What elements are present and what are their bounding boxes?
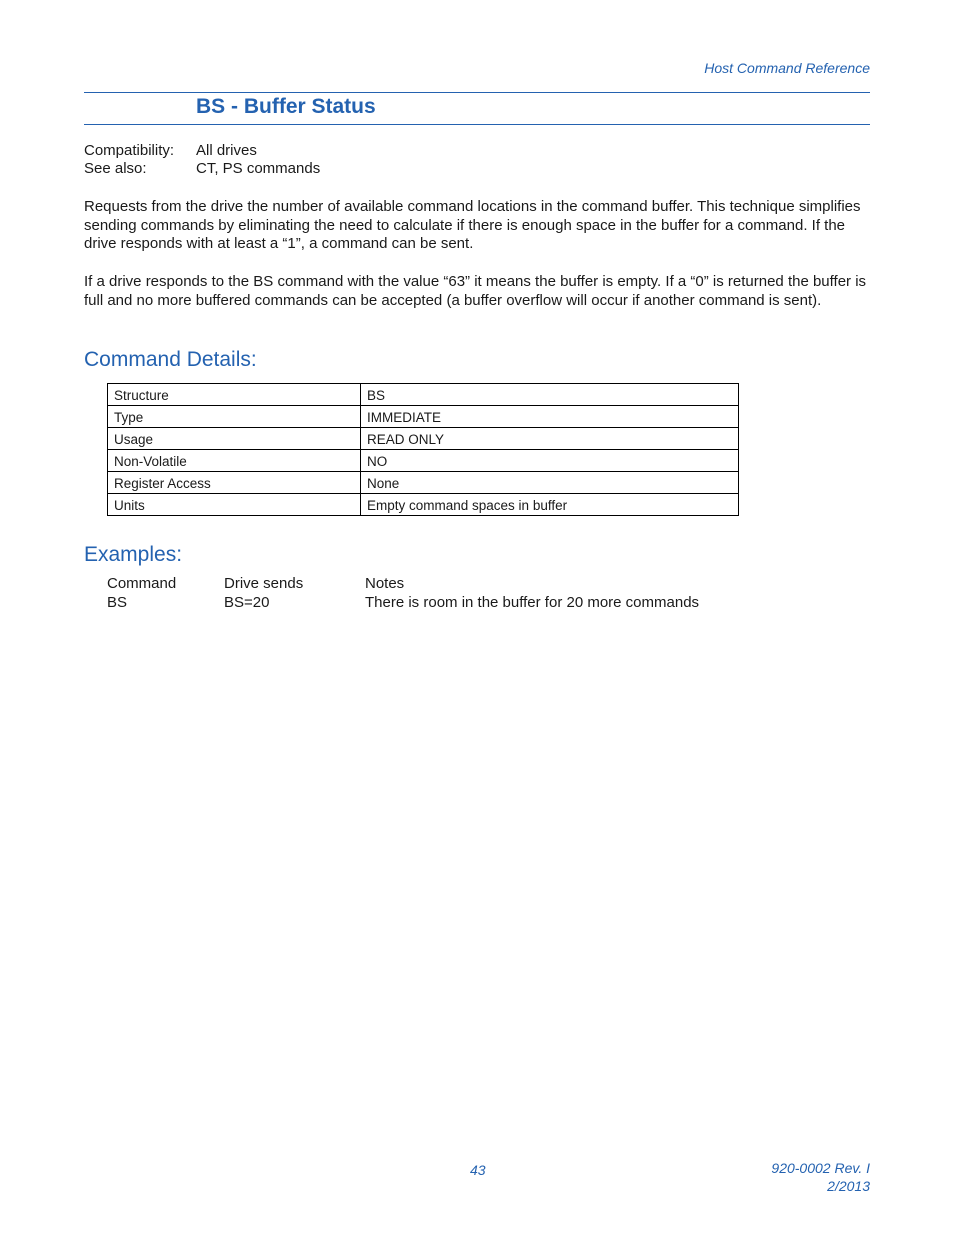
compatibility-value: All drives <box>196 142 257 159</box>
running-header: Host Command Reference <box>704 60 870 76</box>
see-also-label: See also: <box>84 160 147 177</box>
table-row <box>108 472 739 494</box>
command-meta <box>84 142 320 178</box>
command-details-heading: Command Details: <box>84 348 257 371</box>
detail-key: Units <box>108 494 361 516</box>
detail-value: BS <box>361 384 739 406</box>
page-number: 43 <box>470 1162 486 1178</box>
examples-column-command: Command <box>107 575 177 592</box>
detail-key: Usage <box>108 428 361 450</box>
list-item <box>107 593 699 612</box>
document-number: 920-0002 Rev. I <box>771 1160 870 1176</box>
examples-column-notes: Notes <box>365 575 405 592</box>
see-also-row <box>84 160 320 178</box>
examples-heading: Examples: <box>84 543 183 566</box>
examples-list <box>107 574 699 612</box>
detail-key: Type <box>108 406 361 428</box>
document-date: 2/2013 <box>827 1178 870 1194</box>
see-also-value: CT, PS commands <box>196 160 321 177</box>
table-row <box>108 450 739 472</box>
compatibility-row <box>84 142 320 160</box>
detail-value: None <box>361 472 739 494</box>
description-paragraph-1: Requests from the drive the number of available command locations in the command buffer. This technique simplifies sending commands by eliminating the need to calculate if there is enough space in the buffer for a command. If the drive responds with at least a “1”, a command can be sent. <box>84 198 861 252</box>
detail-key: Structure <box>108 384 361 406</box>
table-row <box>108 428 739 450</box>
table-row <box>108 494 739 516</box>
table-row <box>108 384 739 406</box>
detail-value: IMMEDIATE <box>361 406 739 428</box>
detail-value: NO <box>361 450 739 472</box>
example-command: BS <box>107 594 128 611</box>
document-info <box>771 1159 870 1195</box>
title-rule-bottom <box>84 124 870 125</box>
description-paragraph-2: If a drive responds to the BS command with the value “63” it means the buffer is empty. If a “0” is returned the buffer is full and no more buffered commands can be accepted (a buffer overflow will occur if another command is sent). <box>84 273 867 309</box>
example-drive-sends: BS=20 <box>224 594 270 611</box>
detail-key: Non-Volatile <box>108 450 361 472</box>
example-notes: There is room in the buffer for 20 more commands <box>365 594 700 611</box>
command-details-table <box>107 383 739 516</box>
table-row <box>108 406 739 428</box>
detail-value: READ ONLY <box>361 428 739 450</box>
examples-header-row <box>107 574 699 593</box>
examples-column-drive-sends: Drive sends <box>224 575 304 592</box>
detail-value: Empty command spaces in buffer <box>361 494 739 516</box>
detail-key: Register Access <box>108 472 361 494</box>
section-title: BS - Buffer Status <box>196 95 376 118</box>
compatibility-label: Compatibility: <box>84 142 175 159</box>
title-rule-top <box>84 92 870 93</box>
